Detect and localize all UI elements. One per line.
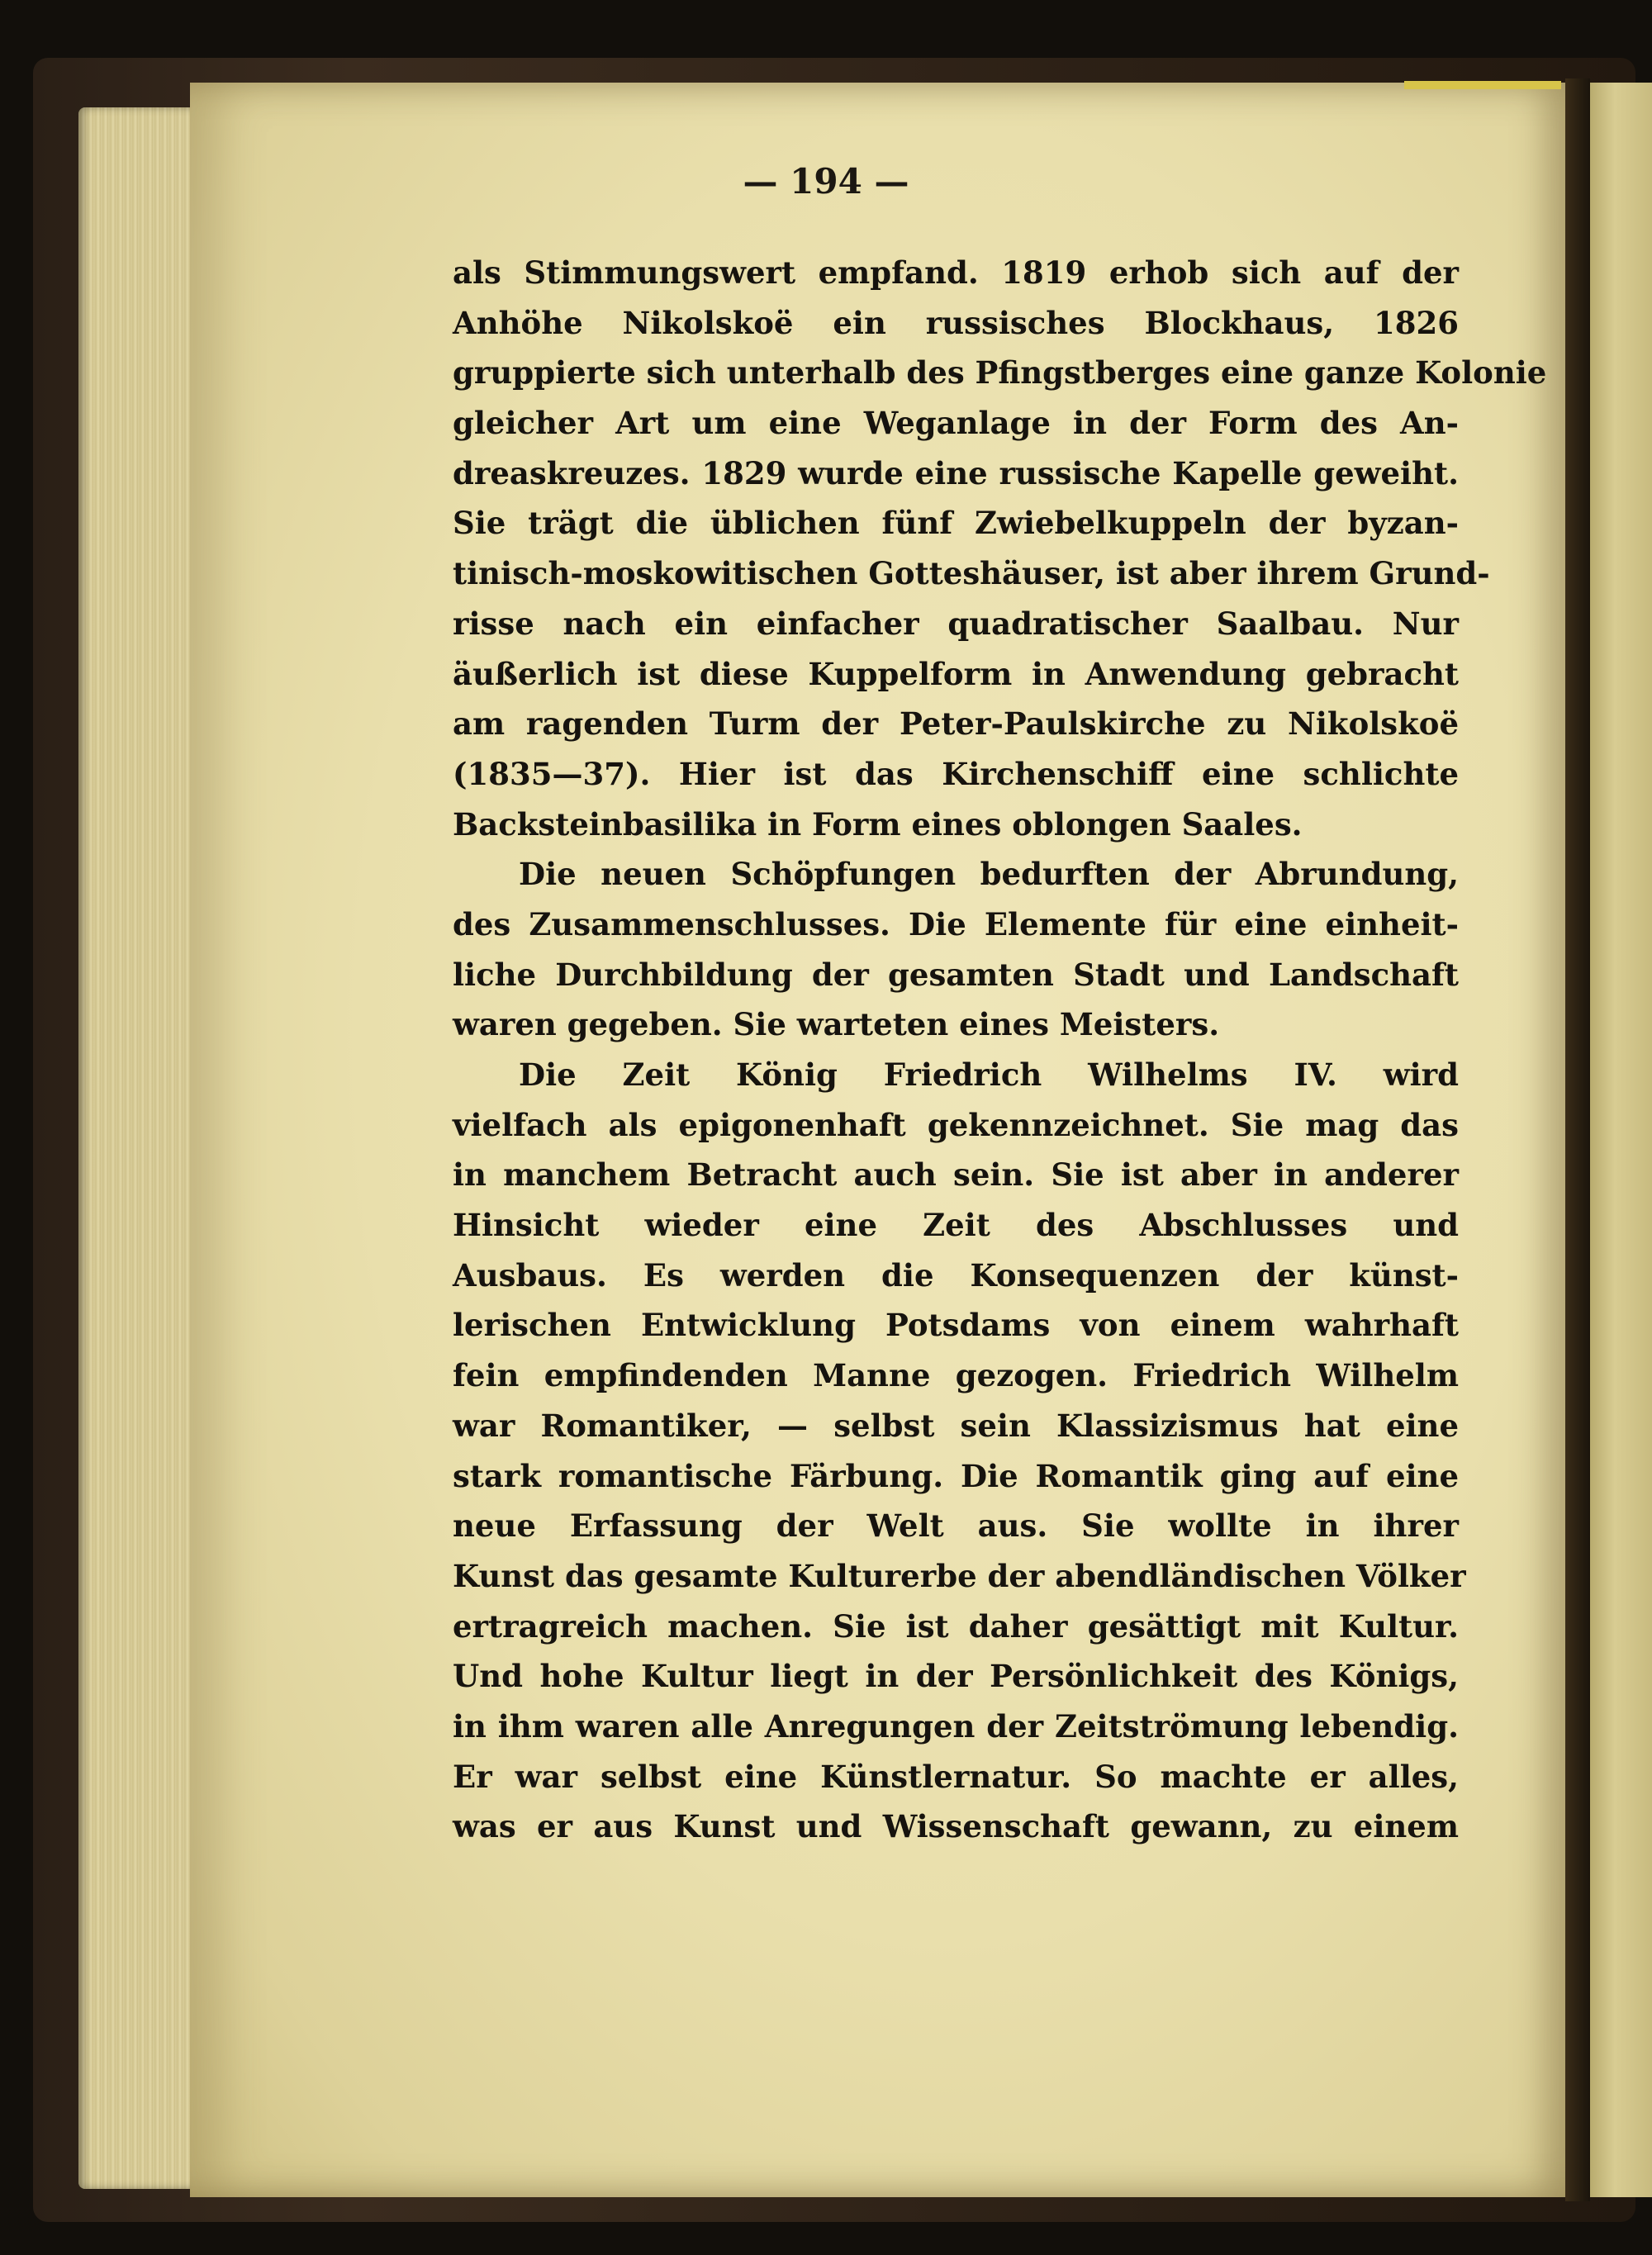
text-line: Anhöhe Nikolskoë ein russisches Blockhaus, 1826: [453, 304, 1459, 341]
text-line: des Zusammenschlusses. Die Elemente für eine einheit-: [453, 905, 1459, 942]
text-line: als Stimmungswert empfand. 1819 erhob sich auf der: [453, 254, 1459, 291]
text-line: Ausbaus. Es werden die Konsequenzen der künst-: [453, 1256, 1459, 1294]
text-line: tinisch-moskowitischen Gotteshäuser, ist aber ihrem Grund-: [453, 555, 1490, 592]
text-line: am ragenden Turm der Peter-Paulskirche zu Nikolskoë: [453, 705, 1459, 743]
text-line: in ihm waren alle Anregungen der Zeitströmung lebendig.: [453, 1707, 1459, 1745]
page-number: — 194 —: [743, 161, 909, 202]
text-line: Und hohe Kultur liegt in der Persönlichkeit des Königs,: [453, 1658, 1459, 1695]
text-line: was er aus Kunst und Wissenschaft gewann, zu einem: [453, 1808, 1459, 1845]
text-line: (1835—37). Hier ist das Kirchenschiff eine schlichte: [453, 755, 1459, 792]
next-page-edge: [1590, 83, 1652, 2197]
text-line: Er war selbst eine Künstlernatur. So machte er alles,: [453, 1758, 1459, 1795]
text-line: gruppierte sich unterhalb des Pfingstberges eine ganze Kolonie: [453, 354, 1547, 392]
book-gutter: [1565, 78, 1590, 2201]
text-line: lerischen Entwicklung Potsdams von einem wahrhaft: [453, 1307, 1459, 1344]
paragraph-1: [453, 248, 1547, 849]
text-line: fein empfindenden Manne gezogen. Friedrich Wilhelm: [453, 1357, 1459, 1394]
text-line: vielfach als epigonenhaft gekennzeichnet. Sie mag das: [453, 1106, 1459, 1143]
text-line: ertragreich machen. Sie ist daher gesättigt mit Kultur.: [453, 1607, 1459, 1645]
text-line: risse nach ein einfacher quadratischer Saalbau. Nur: [453, 605, 1459, 642]
text-line: Kunst das gesamte Kulturerbe der abendländischen Völker: [453, 1557, 1466, 1594]
text-line: dreaskreuzes. 1829 wurde eine russische Kapelle geweiht.: [453, 454, 1459, 491]
text-line: waren gegeben. Sie warteten eines Meisters.: [453, 1006, 1220, 1043]
text-line: liche Durchbildung der gesamten Stadt und Landschaft: [453, 956, 1459, 993]
paragraph-3: [453, 1050, 1466, 1852]
text-line: neue Erfassung der Welt aus. Sie wollte in ihrer: [453, 1507, 1459, 1545]
text-line: äußerlich ist diese Kuppelform in Anwendung gebracht: [453, 655, 1459, 692]
text-line: Die neuen Schöpfungen bedurften der Abrundung,: [519, 856, 1459, 893]
text-line: war Romantiker, — selbst sein Klassizismus hat eine: [453, 1407, 1459, 1444]
body-text: [453, 248, 1547, 1852]
text-line: Sie trägt die üblichen fünf Zwiebelkuppeln der byzan-: [453, 505, 1459, 542]
text-line: Hinsicht wieder eine Zeit des Abschlusses und: [453, 1207, 1459, 1244]
text-line: gleicher Art um eine Weganlage in der Form des An-: [453, 405, 1459, 442]
paragraph-2: [453, 849, 1459, 1050]
text-line: Backsteinbasilika in Form eines oblongen Saales.: [453, 805, 1303, 843]
text-line: Die Zeit König Friedrich Wilhelms IV. wird: [519, 1056, 1459, 1093]
text-line: in manchem Betracht auch sein. Sie ist aber in anderer: [453, 1156, 1459, 1194]
header-band: [1404, 81, 1561, 89]
text-line: stark romantische Färbung. Die Romantik ging auf eine: [453, 1457, 1459, 1494]
